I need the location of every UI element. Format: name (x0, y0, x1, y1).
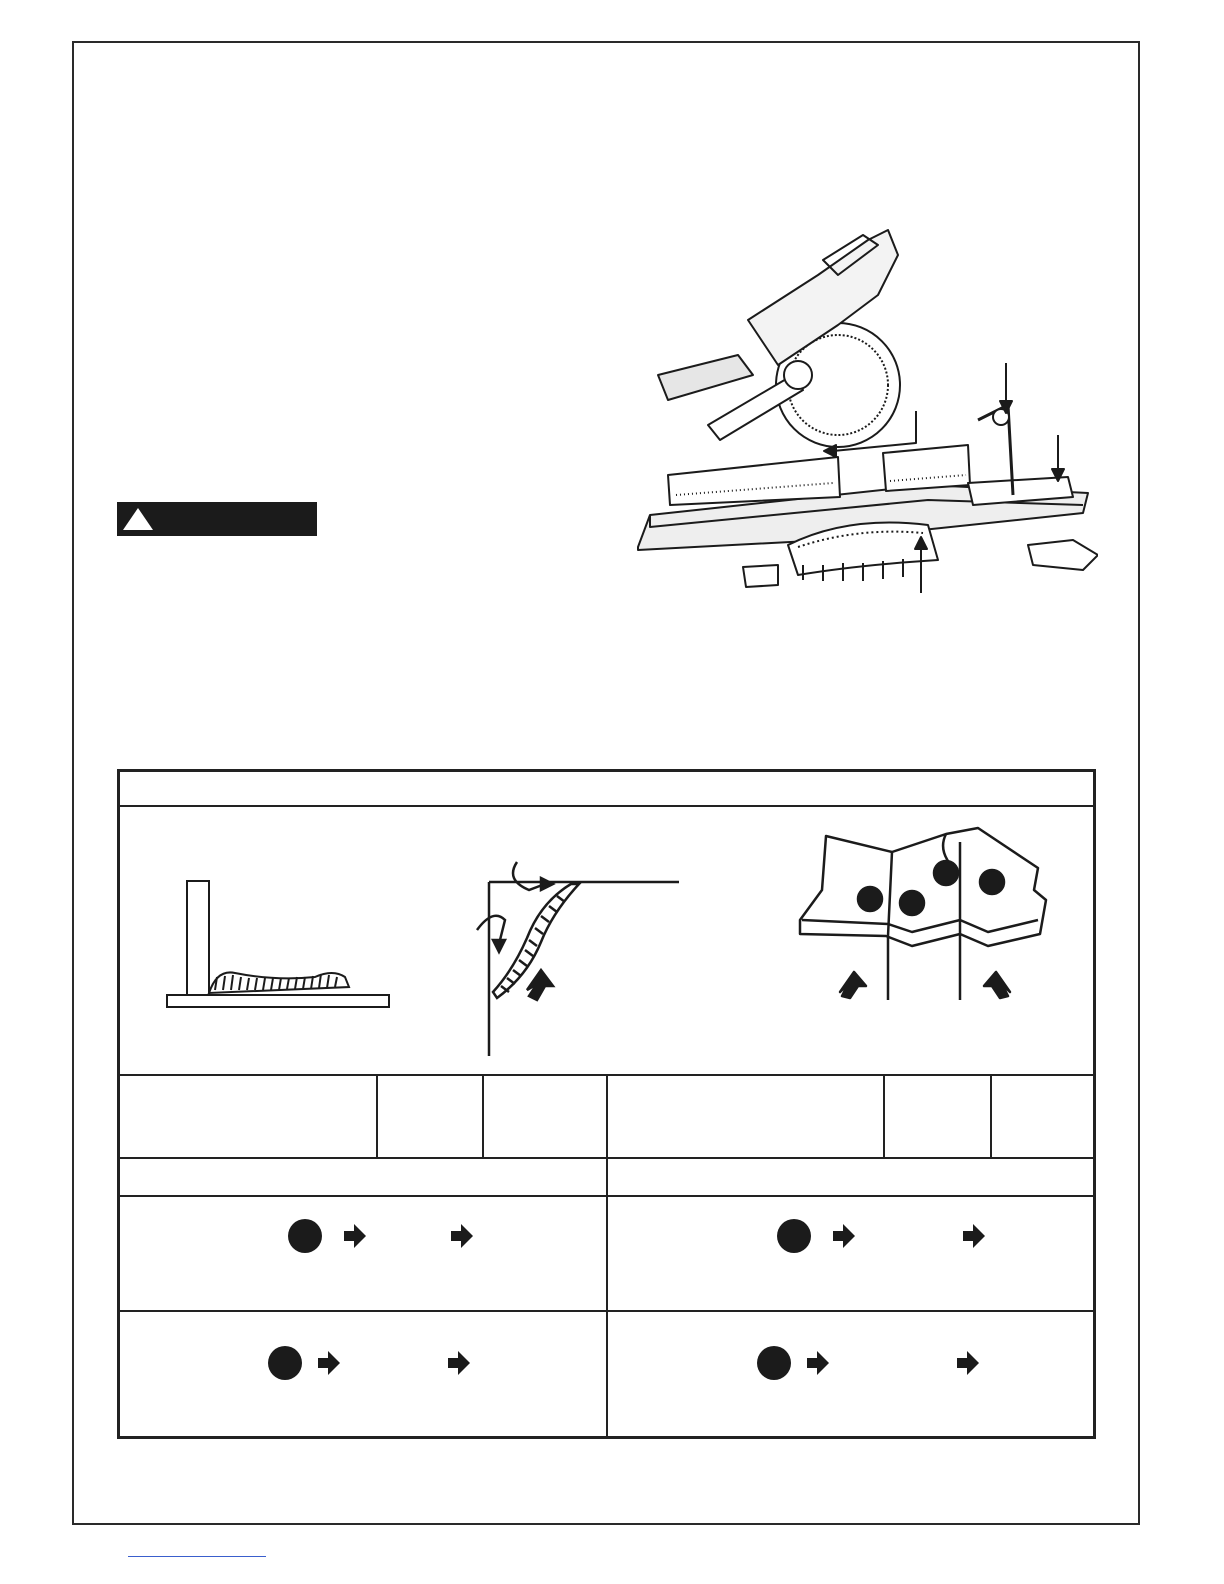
numbered-circle-arrow-sequence-icon (266, 1343, 486, 1383)
warning-badge (117, 502, 317, 536)
step-sequence-1 (286, 1216, 486, 1256)
miter-saw-illustration-icon (628, 215, 1098, 600)
footer-link-underline[interactable] (128, 1556, 266, 1557)
step-sequence-4 (755, 1343, 985, 1383)
column-divider (990, 1074, 992, 1157)
table-header-divider (120, 805, 1093, 807)
center-column-divider (606, 1074, 608, 1436)
step-sequence-3 (266, 1343, 486, 1383)
crown-molding-against-wall-icon (475, 820, 695, 1060)
flat-molding-on-table-icon (165, 877, 395, 1017)
inside-outside-corner-molding-icon (788, 824, 1068, 1004)
numbered-circle-arrow-sequence-icon (755, 1343, 985, 1383)
numbered-circle-arrow-sequence-icon (286, 1216, 486, 1256)
column-divider (883, 1074, 885, 1157)
warning-triangle-icon (121, 506, 155, 532)
column-divider (482, 1074, 484, 1157)
column-divider (376, 1074, 378, 1157)
numbered-circle-arrow-sequence-icon (775, 1216, 995, 1256)
step-sequence-2 (775, 1216, 995, 1256)
crown-molding-table (117, 769, 1096, 1439)
